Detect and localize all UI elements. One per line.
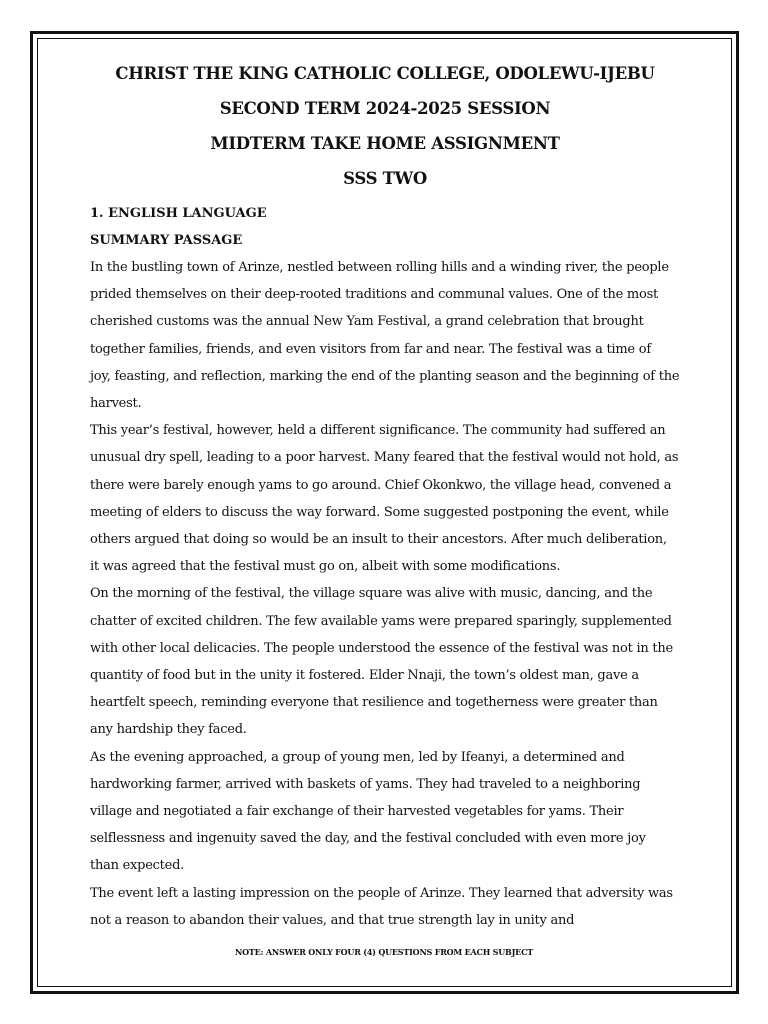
passage-paragraph bbox=[90, 417, 680, 580]
passage-paragraph bbox=[90, 744, 680, 880]
passage-line: In the bustling town of Arinze, nestled between rolling hills and a winding river, the people bbox=[90, 260, 669, 275]
passage-line: This year’s festival, however, held a different significance. The community had suffered an bbox=[90, 423, 666, 439]
passage-line: others argued that doing so would be an insult to their ancestors. After much deliberation, bbox=[90, 532, 667, 548]
school-name: CHRIST THE KING CATHOLIC COLLEGE, ODOLEWU-IJEBU bbox=[115, 64, 655, 83]
passage-line: harvest. bbox=[90, 396, 142, 412]
passage-line: any hardship they faced. bbox=[90, 722, 247, 738]
passage-line: unusual dry spell, leading to a poor harvest. Many feared that the festival would not hold, as bbox=[90, 450, 679, 466]
passage-line: hardworking farmer, arrived with baskets of yams. They had traveled to a neighboring bbox=[90, 776, 641, 792]
passage-line: On the morning of the festival, the village square was alive with music, dancing, and the bbox=[90, 586, 653, 602]
passage-line: joy, feasting, and reflection, marking the end of the planting season and the beginning of the bbox=[90, 368, 680, 384]
passage-paragraph bbox=[90, 254, 680, 417]
passage-line: there were barely enough yams to go around. Chief Okonkwo, the village head, convened a bbox=[90, 477, 672, 493]
passage-line: not a reason to abandon their values, and that true strength lay in unity and bbox=[90, 912, 575, 928]
passage-line: with other local delicacies. The people understood the essence of the festival was not in the bbox=[90, 640, 673, 656]
passage-line: meeting of elders to discuss the way forward. Some suggested postponing the event, while bbox=[90, 504, 669, 520]
passage-title: SUMMARY PASSAGE bbox=[90, 233, 243, 248]
subject-heading: 1. ENGLISH LANGUAGE bbox=[90, 206, 267, 221]
passage-paragraph bbox=[90, 580, 680, 743]
answer-note: NOTE: ANSWER ONLY FOUR (4) QUESTIONS FROM EACH SUBJECT bbox=[235, 947, 533, 957]
passage-line: The event left a lasting impression on the people of Arinze. They learned that adversity was bbox=[90, 885, 673, 901]
passage-paragraph bbox=[90, 880, 680, 934]
term-title: SECOND TERM 2024-2025 SESSION bbox=[219, 99, 551, 118]
class-title: SSS TWO bbox=[343, 169, 427, 188]
passage-line: heartfelt speech, reminding everyone that resilience and togetherness were greater than bbox=[90, 695, 658, 711]
assignment-title: MIDTERM TAKE HOME ASSIGNMENT bbox=[210, 134, 560, 153]
document-body bbox=[90, 56, 680, 934]
passage-line: than expected. bbox=[90, 858, 185, 874]
passage-line: cherished customs was the annual New Yam Festival, a grand celebration that brought bbox=[90, 314, 644, 330]
passage-line: together families, friends, and even visitors from far and near. The festival was a time of bbox=[90, 341, 651, 357]
passage-line: it was agreed that the festival must go on, albeit with some modifications. bbox=[90, 559, 561, 575]
passage-line: quantity of food but in the unity it fostered. Elder Nnaji, the town’s oldest man, gave a bbox=[90, 668, 639, 684]
passage-line: chatter of excited children. The few available yams were prepared sparingly, supplemented bbox=[90, 613, 672, 629]
passage-line: As the evening approached, a group of young men, led by Ifeanyi, a determined and bbox=[90, 749, 625, 765]
passage-line: selflessness and ingenuity saved the day, and the festival concluded with even more joy bbox=[90, 831, 646, 847]
passage-line: prided themselves on their deep-rooted traditions and communal values. One of the most bbox=[90, 287, 658, 303]
passage-line: village and negotiated a fair exchange of their harvested vegetables for yams. Their bbox=[90, 804, 624, 820]
